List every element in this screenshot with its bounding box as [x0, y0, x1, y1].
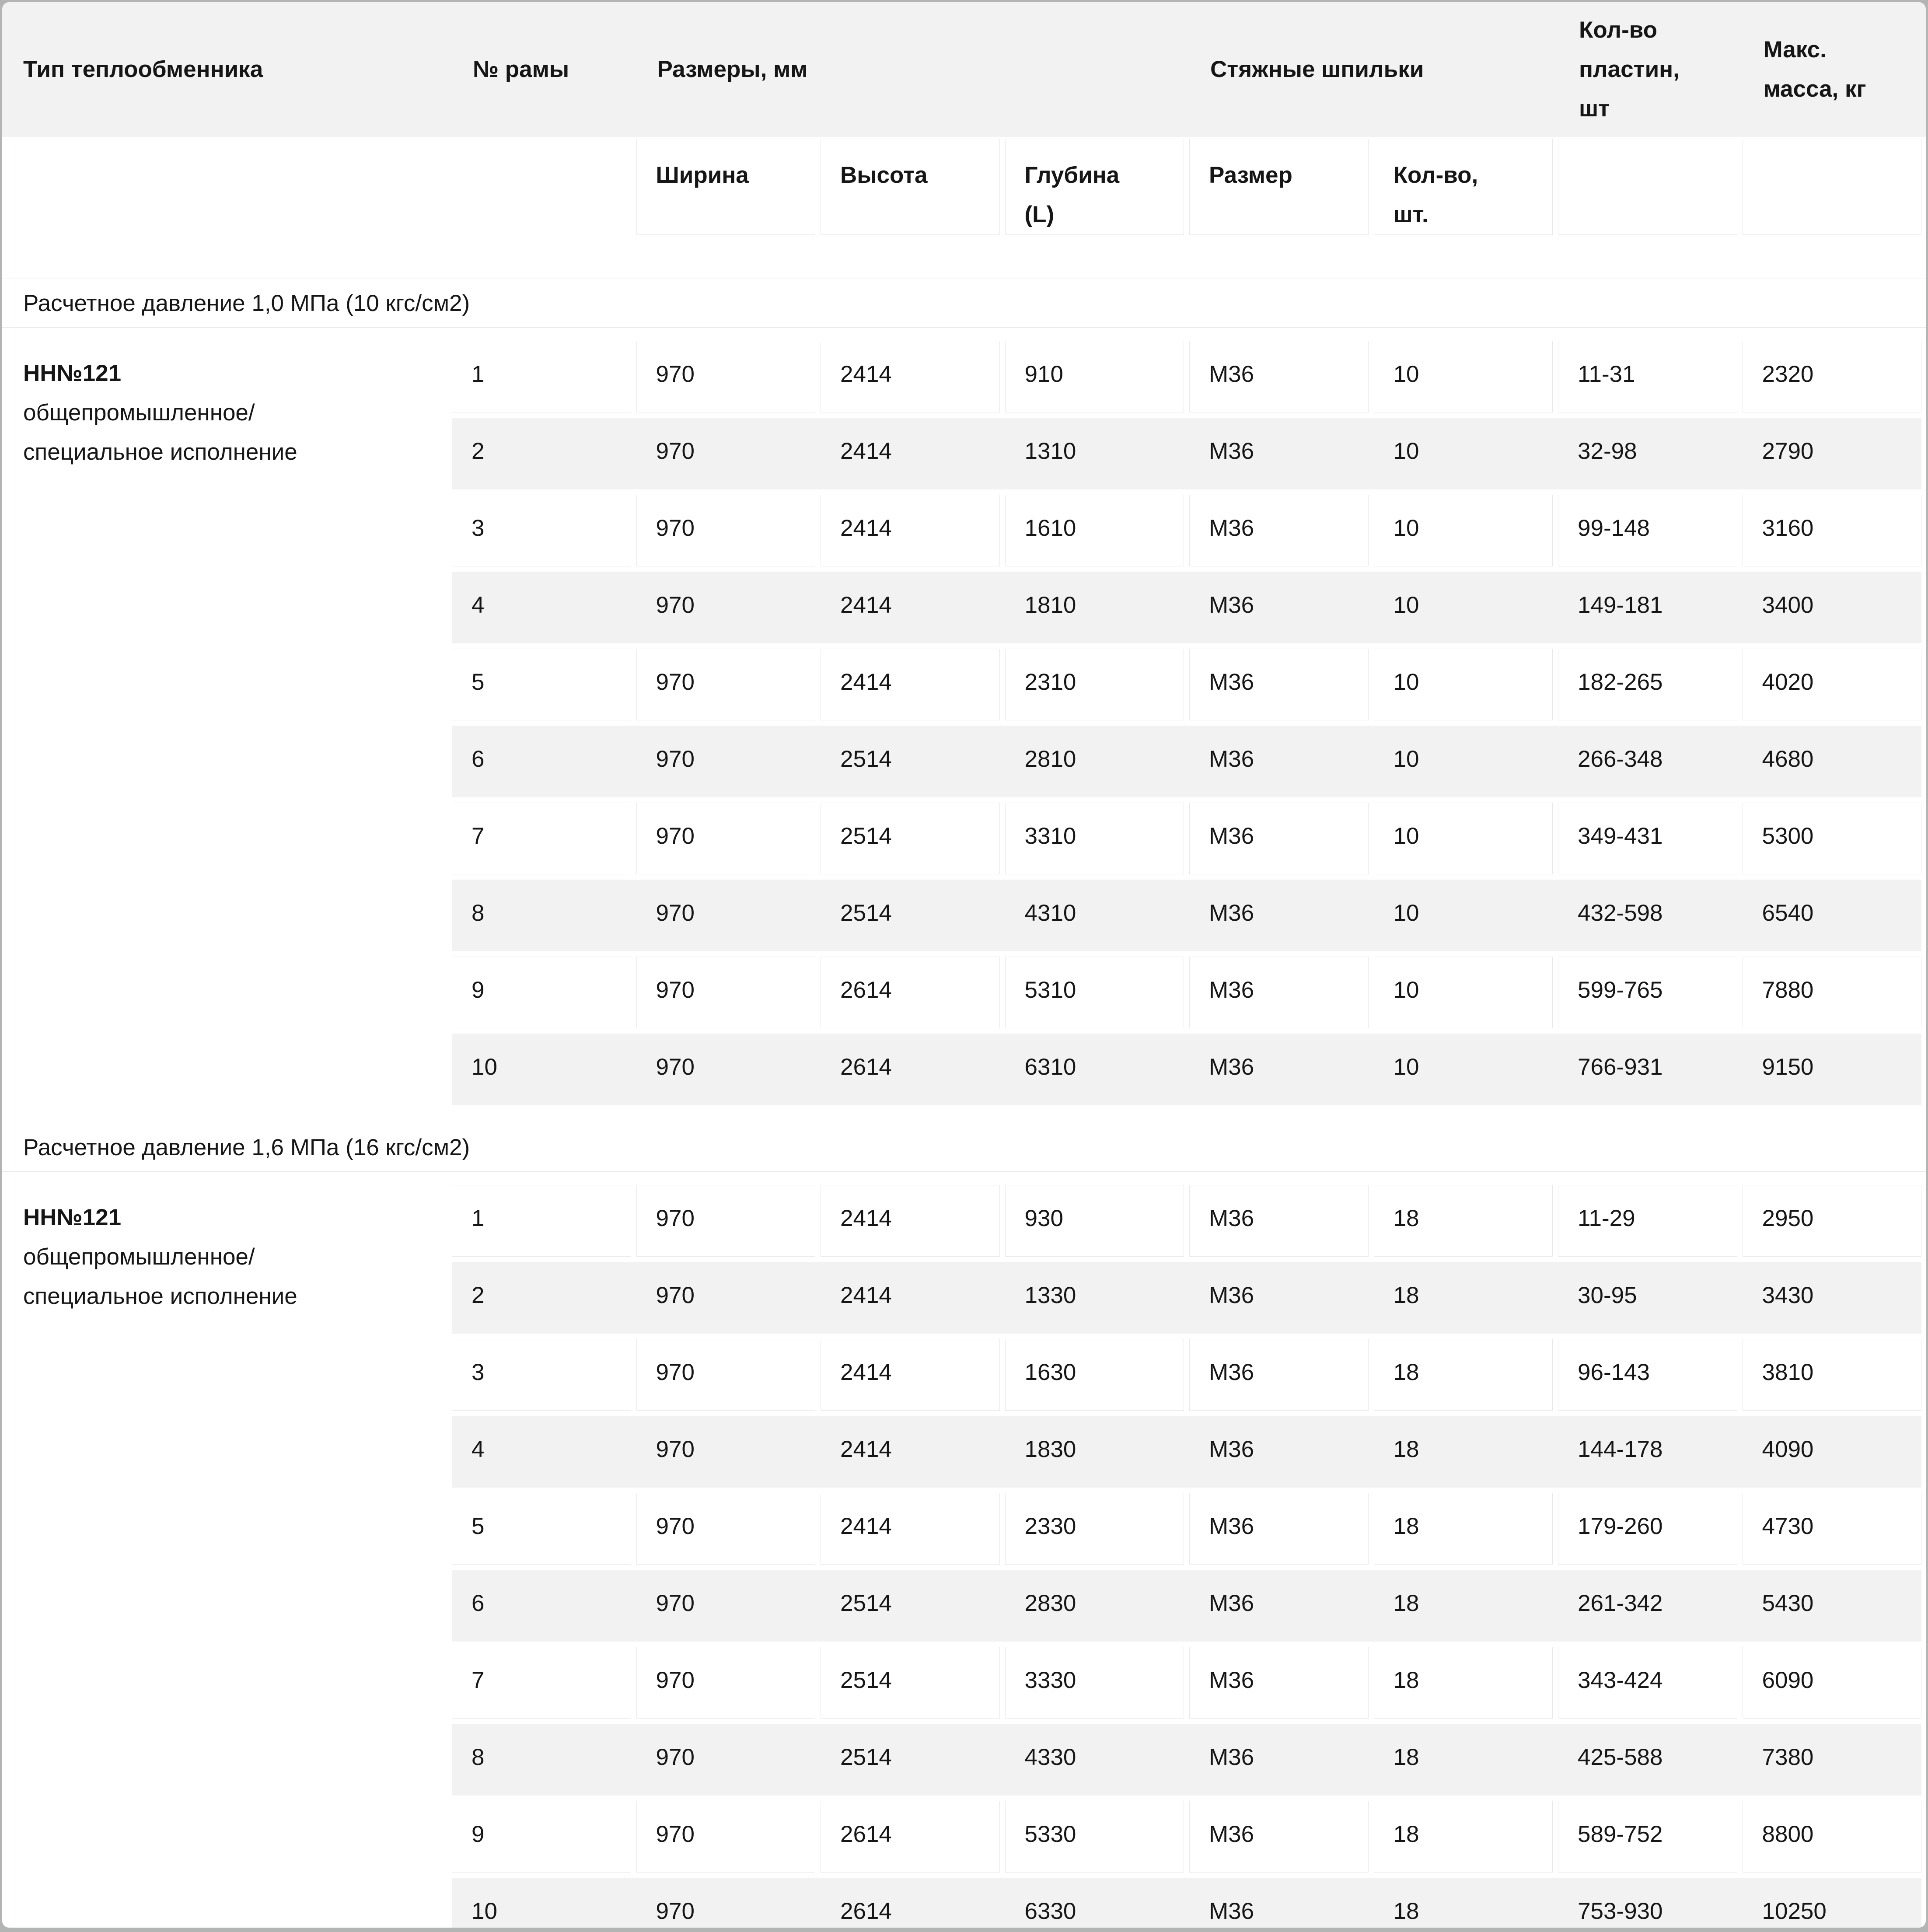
- table-cell: 2: [472, 438, 485, 465]
- table-cell: М36: [1209, 746, 1254, 772]
- table-cell: 766-931: [1578, 1054, 1663, 1080]
- table-cell: 18: [1374, 1801, 1553, 1873]
- table-cell: М36: [1209, 900, 1254, 926]
- table-cell: 2414: [821, 341, 1000, 412]
- table-cell: 99-148: [1558, 495, 1737, 566]
- table-cell: 10: [1374, 649, 1553, 720]
- table-cell: 970: [656, 1282, 695, 1309]
- header-plate-count: Кол-во пластин, шт: [1579, 17, 1680, 122]
- table-cell: 18: [1374, 1647, 1553, 1719]
- table-cell: 2614: [840, 1054, 892, 1080]
- header-tie-studs: Стяжные шпильки: [1210, 56, 1424, 82]
- table-cell: 970: [656, 900, 695, 926]
- table-cell: 1310: [1024, 438, 1076, 465]
- table-cell: 1630: [1005, 1339, 1184, 1411]
- table-cell: М36: [1189, 649, 1369, 720]
- header-dimensions: Размеры, мм: [657, 56, 808, 82]
- table-cell: 10250: [1762, 1898, 1827, 1925]
- table-cell: 970: [636, 1493, 816, 1565]
- table-cell: 2414: [840, 1436, 892, 1463]
- subheader-empty: [1743, 139, 1922, 235]
- table-cell: М36: [1209, 1436, 1254, 1463]
- section-body: [2, 1172, 1926, 1928]
- table-cell: 2514: [840, 1744, 892, 1771]
- table-cell: 18: [1374, 1185, 1553, 1257]
- table-row: [452, 1647, 1921, 1719]
- table-cell: 1330: [1024, 1282, 1076, 1309]
- table-cell: М36: [1209, 1054, 1254, 1080]
- table-cell: 4090: [1762, 1436, 1814, 1463]
- table-cell: 1810: [1024, 592, 1076, 618]
- exchanger-group-cell: [2, 341, 447, 1105]
- table-cell: М36: [1189, 1339, 1369, 1411]
- table-cell: 179-260: [1558, 1493, 1737, 1565]
- table-cell: М36: [1189, 495, 1369, 566]
- table-cell: 910: [1005, 341, 1184, 412]
- table-cell: 970: [636, 495, 816, 566]
- table-row: [452, 1185, 1921, 1257]
- table-cell: 2320: [1743, 341, 1922, 412]
- subheader-spacer: [452, 139, 631, 235]
- table-cell: 6330: [1024, 1898, 1076, 1925]
- table-cell: 10: [472, 1054, 497, 1080]
- table-cell: 6: [472, 1590, 485, 1617]
- table-cell: 2330: [1005, 1493, 1184, 1565]
- table-cell: 4: [472, 1436, 485, 1463]
- exchanger-model: НН№121: [23, 360, 122, 387]
- table-row: [452, 495, 1921, 566]
- table-cell: 3430: [1762, 1282, 1814, 1309]
- table-cell: 343-424: [1558, 1647, 1737, 1719]
- table-cell: 8800: [1743, 1801, 1922, 1873]
- table-cell: 2414: [821, 649, 1000, 720]
- header-max-mass: Макс. масса, кг: [1763, 36, 1866, 102]
- section-body: [2, 328, 1926, 1123]
- header-type: Тип теплообменника: [23, 56, 263, 82]
- table-cell: М36: [1189, 1493, 1369, 1565]
- table-cell: М36: [1189, 1647, 1369, 1719]
- table-cell: М36: [1189, 957, 1369, 1028]
- table-cell: 11-31: [1558, 341, 1737, 412]
- subheader-spacer: [2, 139, 447, 235]
- table-cell: 2950: [1743, 1185, 1922, 1257]
- table-cell: 970: [636, 1647, 816, 1719]
- table-cell: М36: [1209, 438, 1254, 465]
- table-row: [452, 418, 1921, 489]
- data-rows: [452, 1185, 1921, 1928]
- table-cell: 4680: [1762, 746, 1814, 772]
- spec-table-page: [2, 2, 1926, 1928]
- table-cell: 10: [1393, 1054, 1419, 1080]
- table-cell: 10: [1393, 900, 1419, 926]
- table-cell: 970: [656, 1436, 695, 1463]
- table-row: [452, 1724, 1921, 1796]
- table-cell: 7: [452, 1647, 631, 1719]
- table-cell: 970: [636, 957, 816, 1028]
- table-cell: 2830: [1024, 1590, 1076, 1617]
- table-cell: 2: [472, 1282, 485, 1309]
- subheader-stud-size: Размер: [1189, 139, 1369, 235]
- table-cell: 5: [452, 1493, 631, 1565]
- table-cell: 18: [1393, 1590, 1419, 1617]
- table-cell: М36: [1189, 1185, 1369, 1257]
- exchanger-desc-line: общепромышленное/: [23, 400, 255, 426]
- table-cell: 2514: [821, 1647, 1000, 1719]
- table-cell: 266-348: [1578, 746, 1663, 772]
- table-cell: 4020: [1743, 649, 1922, 720]
- table-cell: 10: [1374, 803, 1553, 874]
- table-row: [452, 1801, 1921, 1873]
- table-row: [452, 1493, 1921, 1565]
- table-cell: 3: [452, 1339, 631, 1411]
- table-cell: 970: [656, 1054, 695, 1080]
- table-cell: 970: [656, 1898, 695, 1925]
- table-cell: 18: [1374, 1339, 1553, 1411]
- table-cell: 589-752: [1558, 1801, 1737, 1873]
- table-cell: 930: [1005, 1185, 1184, 1257]
- table-cell: 3160: [1743, 495, 1922, 566]
- table-row: [452, 649, 1921, 720]
- data-rows: [452, 341, 1921, 1105]
- table-cell: 96-143: [1558, 1339, 1737, 1411]
- table-cell: 10: [1393, 592, 1419, 618]
- table-cell: 432-598: [1578, 900, 1663, 926]
- table-cell: 18: [1374, 1493, 1553, 1565]
- table-cell: 970: [656, 746, 695, 772]
- table-cell: 970: [636, 803, 816, 874]
- table-cell: 4730: [1743, 1493, 1922, 1565]
- table-cell: 2614: [821, 1801, 1000, 1873]
- table-row: [452, 1034, 1921, 1105]
- table-row: [452, 572, 1921, 643]
- table-cell: 2414: [821, 495, 1000, 566]
- table-cell: М36: [1209, 1898, 1254, 1925]
- table-cell: 5300: [1743, 803, 1922, 874]
- exchanger-desc-line: специальное исполнение: [23, 1283, 297, 1310]
- table-cell: 30-95: [1578, 1282, 1637, 1309]
- table-row: [452, 1878, 1921, 1928]
- table-cell: 10: [1393, 746, 1419, 772]
- table-cell: М36: [1209, 1590, 1254, 1617]
- exchanger-desc-line: общепромышленное/: [23, 1244, 255, 1270]
- table-cell: 2514: [840, 746, 892, 772]
- table-row: [452, 880, 1921, 951]
- exchanger-group-cell: [2, 1185, 447, 1928]
- table-cell: 1610: [1005, 495, 1184, 566]
- table-cell: М36: [1209, 1282, 1254, 1309]
- subheader-width: Ширина: [636, 139, 816, 235]
- table-row: [452, 1339, 1921, 1411]
- table-cell: 8: [472, 1744, 485, 1771]
- table-cell: 8: [472, 900, 485, 926]
- table-cell: 5430: [1762, 1590, 1814, 1617]
- table-cell: 970: [656, 1590, 695, 1617]
- table-cell: М36: [1209, 1744, 1254, 1771]
- table-cell: 5: [452, 649, 631, 720]
- table-cell: 4310: [1024, 900, 1076, 926]
- table-cell: 2514: [840, 1590, 892, 1617]
- table-cell: 9150: [1762, 1054, 1814, 1080]
- table-cell: 149-181: [1578, 592, 1663, 618]
- table-cell: 425-588: [1578, 1744, 1663, 1771]
- table-cell: 2414: [840, 1282, 892, 1309]
- table-cell: 2310: [1005, 649, 1184, 720]
- table-cell: 970: [636, 1185, 816, 1257]
- table-cell: 10: [472, 1898, 497, 1925]
- table-cell: 11-29: [1558, 1185, 1737, 1257]
- header-frame-no: № рамы: [473, 56, 569, 82]
- table-cell: 1830: [1024, 1436, 1076, 1463]
- subheader-height: Высота: [821, 139, 1000, 235]
- table-cell: М36: [1189, 341, 1369, 412]
- table-cell: 6: [472, 746, 485, 772]
- table-cell: М36: [1189, 1801, 1369, 1873]
- table-row: [452, 1416, 1921, 1488]
- table-cell: 7880: [1743, 957, 1922, 1028]
- section-title-pressure-10: Расчетное давление 1,0 МПа (10 кгс/см2): [2, 279, 1926, 328]
- table-cell: 970: [656, 592, 695, 618]
- table-cell: 970: [636, 649, 816, 720]
- table-cell: 18: [1393, 1436, 1419, 1463]
- table-cell: 970: [636, 1801, 816, 1873]
- table-cell: 2514: [821, 803, 1000, 874]
- table-row: [452, 957, 1921, 1028]
- subheader-empty: [1558, 139, 1737, 235]
- table-cell: 3330: [1005, 1647, 1184, 1719]
- exchanger-model: НН№121: [23, 1205, 122, 1231]
- table-cell: 7380: [1762, 1744, 1814, 1771]
- table-cell: 144-178: [1578, 1436, 1663, 1463]
- table-row: [452, 726, 1921, 797]
- table-cell: 2614: [821, 957, 1000, 1028]
- subheader-stud-qty: Кол-во, шт.: [1374, 139, 1553, 235]
- table-cell: 3400: [1762, 592, 1814, 618]
- table-cell: 970: [656, 1744, 695, 1771]
- section-title-pressure-16: Расчетное давление 1,6 МПа (16 кгс/см2): [2, 1123, 1926, 1172]
- table-cell: 3810: [1743, 1339, 1922, 1411]
- table-cell: 1: [452, 1185, 631, 1257]
- table-cell: 182-265: [1558, 649, 1737, 720]
- table-cell: 2514: [840, 900, 892, 926]
- table-cell: 18: [1393, 1744, 1419, 1771]
- table-row: [452, 341, 1921, 412]
- table-cell: 753-930: [1578, 1898, 1663, 1925]
- table-cell: 970: [636, 1339, 816, 1411]
- table-cell: 599-765: [1558, 957, 1737, 1028]
- table-cell: М36: [1189, 803, 1369, 874]
- table-subheader-row: [2, 139, 1926, 235]
- subheader-depth: Глубина (L): [1005, 139, 1184, 235]
- table-header-row: [2, 2, 1926, 137]
- table-cell: 10: [1374, 957, 1553, 1028]
- table-cell: 2790: [1762, 438, 1814, 465]
- table-cell: 7: [452, 803, 631, 874]
- table-cell: 2414: [840, 592, 892, 618]
- table-cell: 10: [1374, 495, 1553, 566]
- table-cell: 3310: [1005, 803, 1184, 874]
- table-cell: 3: [452, 495, 631, 566]
- table-cell: 970: [636, 341, 816, 412]
- table-cell: 2414: [840, 438, 892, 465]
- table-cell: 2414: [821, 1339, 1000, 1411]
- table-cell: 18: [1393, 1898, 1419, 1925]
- table-cell: 32-98: [1578, 438, 1637, 465]
- table-cell: 5330: [1005, 1801, 1184, 1873]
- table-cell: 6540: [1762, 900, 1814, 926]
- table-cell: 2414: [821, 1493, 1000, 1565]
- table-cell: 2614: [840, 1898, 892, 1925]
- exchanger-desc-line: специальное исполнение: [23, 439, 297, 465]
- table-cell: М36: [1209, 592, 1254, 618]
- table-cell: 261-342: [1578, 1590, 1663, 1617]
- table-cell: 4330: [1024, 1744, 1076, 1771]
- table-cell: 1: [452, 341, 631, 412]
- table-cell: 9: [452, 957, 631, 1028]
- table-row: [452, 1570, 1921, 1642]
- table-cell: 2810: [1024, 746, 1076, 772]
- table-cell: 10: [1393, 438, 1419, 465]
- table-cell: 6090: [1743, 1647, 1922, 1719]
- table-row: [452, 1262, 1921, 1334]
- table-row: [452, 803, 1921, 874]
- table-cell: 2414: [821, 1185, 1000, 1257]
- table-cell: 6310: [1024, 1054, 1076, 1080]
- table-cell: 5310: [1005, 957, 1184, 1028]
- table-cell: 18: [1393, 1282, 1419, 1309]
- table-cell: 349-431: [1558, 803, 1737, 874]
- table-cell: 4: [472, 592, 485, 618]
- table-cell: 10: [1374, 341, 1553, 412]
- table-cell: 9: [452, 1801, 631, 1873]
- table-cell: 970: [656, 438, 695, 465]
